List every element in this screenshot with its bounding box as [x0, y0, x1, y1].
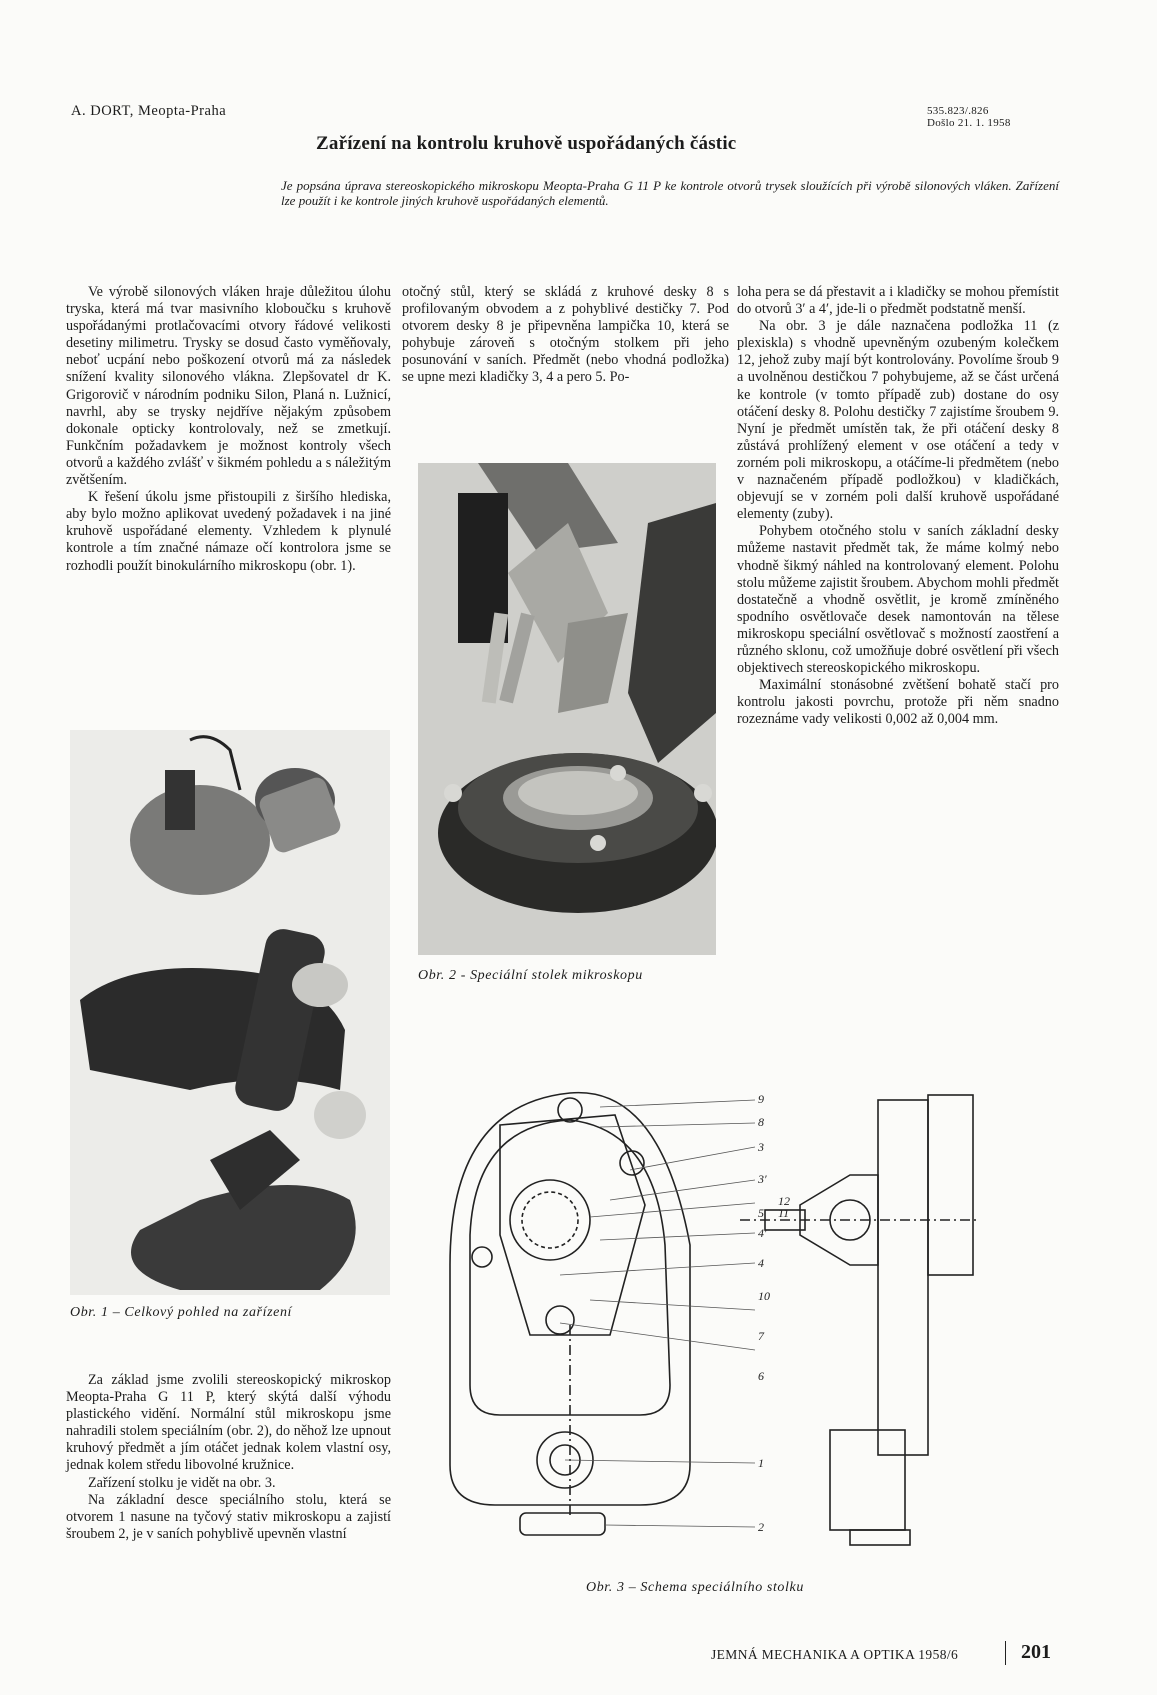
- column-1-bottom-text: [66, 1372, 391, 1543]
- schema-label: 4: [758, 1256, 764, 1270]
- paragraph: Za základ jsme zvolili stereoskopický mikroskop Meopta-Praha G 11 P, který skýtá další výhodu plastického vidění. Normální stůl mikroskopu jsme nahradili stolem speciálním (obr. 2), do něhož lze upnout kruhový předmět a jím otáčet jednak kolem vlastní osy, jednak kolem středu libovolné kružnice.: [66, 1372, 391, 1474]
- paragraph: loha pera se dá přestavit a i kladičky se mohou přemístit do otvorů 3′ a 4′, jde-li o předmět podstatně menší.: [737, 284, 1059, 318]
- journal-name: JEMNÁ MECHANIKA A OPTIKA 1958/6: [711, 1647, 959, 1662]
- figure-1-photo: [70, 730, 390, 1295]
- paragraph: Pohybem otočného stolu v saních základní desky můžeme nastavit předmět tak, že máme kolmý nebo vhodně šikmý náhled na kontrolovaný element. Polohu stolu můžeme zajistit šroubem. Abychom mohli předmět dostatečně a vhodně osvětlit, je kromě zmíněného spodního osvětlovače desek namontován na tělese mikroskopu speciální osvětlovač s možností zaostření a různého sklonu, což umožňuje dobré osvětlení při všech objektivech stereoskopického mikroskopu.: [737, 523, 1059, 677]
- column-2-text: [402, 284, 729, 387]
- abstract: Je popsána úprava stereoskopického mikroskopu Meopta-Praha G 11 P ke kontrole otvorů trysek sloužících při výrobě silonových vláken. Zařízení lze použít i ke kontrole jiných kruhově uspořádaných elementů.: [281, 178, 1059, 208]
- figure-2-caption: Obr. 2 - Speciální stolek mikroskopu: [418, 968, 643, 983]
- schema-label: 7: [758, 1329, 764, 1343]
- schema-drawing: [440, 1085, 1070, 1555]
- figure-3-caption: Obr. 3 – Schema speciálního stolku: [586, 1580, 804, 1595]
- schema-label: 3: [758, 1140, 764, 1154]
- article-title: Zařízení na kontrolu kruhově uspořádaných částic: [316, 133, 737, 154]
- schema-label: 10: [758, 1289, 770, 1303]
- microscope-illustration: [70, 730, 390, 1295]
- author-line: A. DORT, Meopta-Praha: [71, 103, 227, 119]
- schema-label: 5: [758, 1206, 764, 1220]
- paragraph: Na základní desce speciálního stolu, která se otvorem 1 nasune na tyčový stativ mikroskopu a zajistí šroubem 2, je v saních pohyblivě upevněn vlastní: [66, 1491, 391, 1542]
- schema-label: 2: [758, 1520, 764, 1534]
- figure-1-caption: Obr. 1 – Celkový pohled na zařízení: [70, 1305, 293, 1320]
- received-date: Došlo 21. 1. 1958: [927, 117, 1011, 129]
- column-1-text: [66, 284, 391, 575]
- schema-label: 12: [778, 1194, 790, 1208]
- schema-label: 8: [758, 1115, 764, 1129]
- column-3-text: [737, 284, 1059, 728]
- figure-3-schema: [440, 1085, 1070, 1555]
- stage-illustration: [418, 463, 716, 955]
- figure-2-photo: [418, 463, 716, 955]
- udc-block: [927, 105, 1011, 129]
- paragraph: K řešení úkolu jsme přistoupili z širšího hlediska, aby bylo možno aplikovat uvedený požadavek i na jiné kruhově uspořádané elementy. Vzhledem k plynulé kontrole a tím značné námaze očí kontrolora jsme se rozhodli použít binokulárního mikroskopu (obr. 1).: [66, 489, 391, 574]
- footer-divider: [1005, 1641, 1006, 1665]
- schema-label: 3′: [758, 1172, 767, 1186]
- schema-label: 4′: [758, 1226, 767, 1240]
- udc-code: 535.823/.826: [927, 105, 989, 117]
- schema-label: 9: [758, 1092, 764, 1106]
- paragraph: otočný stůl, který se skládá z kruhové desky 8 s profilovaným obvodem a z pohyblivé destičky 7. Pod otvorem desky 8 je připevněna lampička 10, která se pohybuje zároveň s otočným stolkem při jeho posunování v saních. Předmět (nebo vhodná podložka) se upne mezi kladičky 3, 4 a pero 5. Po-: [402, 284, 729, 386]
- paragraph: Na obr. 3 je dále naznačena podložka 11 (z plexiskla) s vhodně upevněným ozubeným kolečkem 12, jehož zuby mají být kontrolovány. Povolíme šroub 9 a uvolněnou destičkou 7 pohybujeme, až se část určená ke kontrole (v tomto případě zub) dostane do osy otáčení desky 8. Polohu destičky 7 zajistíme šroubem 9. Nyní je předmět umístěn tak, že při otáčení desky 8 zůstává prohlížený element v ose otáčení a tedy v zorném poli mikroskopu, a otáčíme-li předmětem (nebo v naznačeném případě podložkou) v kladičkách, objevují se v zorném poli další kruhově uspořádané elementy (zuby).: [737, 318, 1059, 523]
- paragraph: Maximální stonásobné zvětšení bohatě stačí pro kontrolu jakosti povrchu, protože při něm snadno rozeznáme vady velikosti 0,002 až 0,004 mm.: [737, 677, 1059, 728]
- schema-label: 6: [758, 1369, 764, 1383]
- paragraph: Zařízení stolku je vidět na obr. 3.: [88, 1474, 276, 1491]
- page-number: 201: [1021, 1641, 1051, 1663]
- paragraph: Ve výrobě silonových vláken hraje důležitou úlohu tryska, která má tvar masivního kloboučku s kruhově uspořádanými protlačovacími otvory řádové velikosti desetiny milimetru. Trysky se dosud často vyměňovaly, neboť ucpání nebo poškození otvorů má za následek snížení kvality silonového vlákna. Zlepšovatel dr K. Grigorovič v národním podniku Silon, Planá n. Lužnicí, navrhl, aby se trysky nejdříve nějakým způsobem dokonale opticky kontrolovaly, než se zmetkují. Funkčním požadavkem je možnost kontroly všech otvorů a každého zvlášť v šikmém pohledu a s náležitým zvětšením.: [66, 284, 391, 489]
- schema-label: 11: [778, 1206, 790, 1220]
- schema-label: 1: [758, 1456, 764, 1470]
